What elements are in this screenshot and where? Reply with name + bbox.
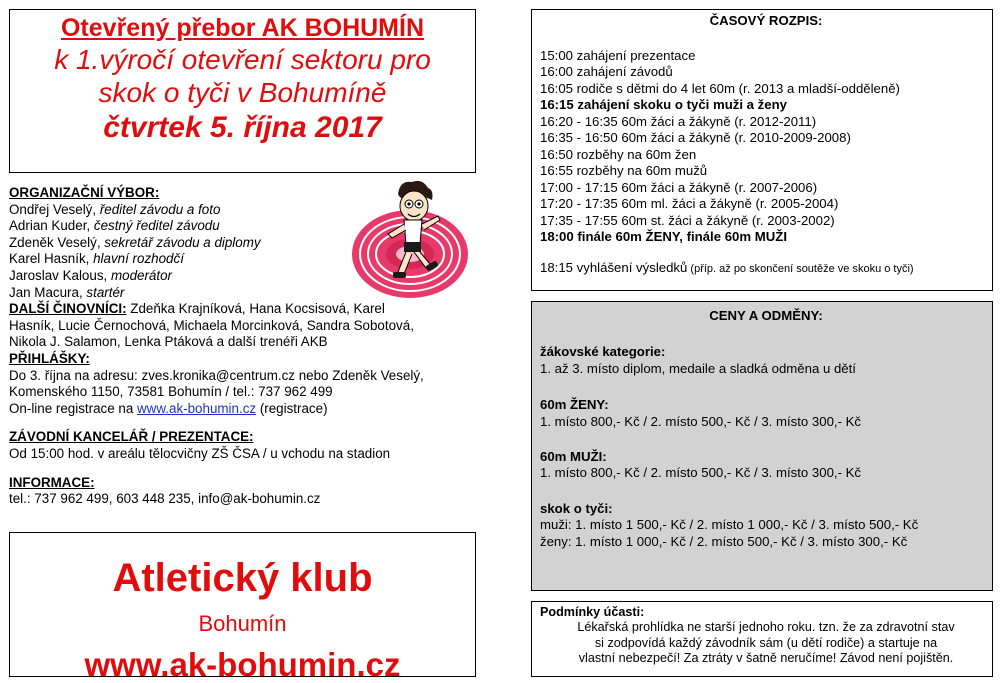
contact-text: tel.: 737 962 499, 603 448 235, info@ak-bohumin.cz [9,491,321,507]
organizer-row: Jaroslav Kalous, moderátor [9,267,172,283]
prize-text: 1. místo 800,- Kč / 2. místo 500,- Kč / 3. místo 300,- Kč [540,413,862,429]
registration-link[interactable]: www.ak-bohumin.cz [137,400,257,416]
schedule-item: 16:15 zahájení skoku o tyči muži a ženy [540,97,787,112]
schedule-item: 15:00 zahájení prezentace [540,47,696,63]
schedule-final-item: 18:15 vyhlášení výsledků (příp. až po skončení soutěže ve skoku o tyči) [540,259,914,275]
prize-category: skok o tyči: [540,500,613,516]
club-name: Atletický klub [112,556,373,600]
prize-category: žákovské kategorie: [540,344,666,360]
office-text: Od 15:00 hod. v areálu tělocvičny ZŠ ČSA / u vchodu na stadion [9,445,391,461]
schedule-item: 18:00 finále 60m ŽENY, finále 60m MUŽI [540,229,787,244]
registration-heading: PŘIHLÁŠKY: [9,350,90,366]
schedule-item: 17:35 - 17:55 60m st. žáci a žákyně (r. 2003-2002) [540,212,835,228]
registration-line: Komenského 1150, 73581 Bohumín / tel.: 737 962 499 [9,384,333,400]
conditions-box [531,601,993,677]
schedule-item: 16:55 rozběhy na 60m mužů [540,163,708,178]
club-city: Bohumín [198,611,287,636]
officials-heading: DALŠÍ ČINOVNÍCI: [9,301,127,317]
contact-heading: INFORMACE: [9,474,95,490]
prizes-heading: CENY A ODMĚNY: [709,308,823,323]
registration-line: On-line registrace na www.ak-bohumin.cz (registrace) [9,400,328,416]
schedule-item: 16:50 rozběhy na 60m žen [540,146,697,162]
club-box [9,532,476,683]
officials-line: Nikola J. Salamon, Lenka Ptáková a další trenéři AKB [9,334,328,350]
organizer-row: Jan Macura, startér [9,284,125,300]
info-section [9,185,479,508]
schedule-item: 16:00 zahájení závodů [540,64,673,79]
registration-line: Do 3. října na adresu: zves.kronika@centrum.cz nebo Zdeněk Veselý, [9,367,424,383]
schedule-item: 17:00 - 17:15 60m žáci a žákyně (r. 2007-2006) [540,179,818,195]
schedule-item: 16:35 - 16:50 60m žáci a žákyně (r. 2010-2009-2008) [540,130,851,145]
schedule-item: 16:20 - 16:35 60m žáci a žákyně (r. 2012-2011) [540,113,817,129]
prize-text: muži: 1. místo 1 500,- Kč / 2. místo 1 000,- Kč / 3. místo 500,- Kč [540,517,919,533]
schedule-box [531,9,993,291]
event-date: čtvrtek 5. října 2017 [103,111,382,144]
prize-text: ženy: 1. místo 1 000,- Kč / 2. místo 500,- Kč / 3. místo 300,- Kč [540,533,908,549]
conditions-heading: Podmínky účasti: [540,605,645,619]
club-web: www.ak-bohumin.cz [84,646,401,683]
schedule-heading: ČASOVÝ ROZPIS: [709,13,823,28]
organizers-heading: ORGANIZAČNÍ VÝBOR: [9,185,160,200]
conditions-text: si zodpovídá každý závodník sám (u dětí rodiče) a startuje na [594,635,938,650]
prizes-box [531,301,993,591]
schedule-item: 17:20 - 17:35 60m ml. žáci a žákyně (r. 2005-2004) [540,196,839,211]
prize-category: 60m MUŽI: [540,449,607,465]
officials-line: Hasník, Lucie Černochová, Michaela Morcinková, Sandra Sobotová, [9,317,414,333]
conditions-text: Lékařská prohlídka ne starší jednoho roku. tzn. že za zdravotní stav [577,620,955,635]
organizer-row: Adrian Kuder, čestný ředitel závodu [9,218,220,234]
organizer-row: Ondřej Veselý, ředitel závodu a foto [9,201,221,217]
schedule-item: 16:05 rodiče s dětmi do 4 let 60m (r. 2013 a mladší-odděleně) [540,80,900,96]
prize-text: 1. místo 800,- Kč / 2. místo 500,- Kč / 3. místo 300,- Kč [540,465,862,481]
office-heading: ZÁVODNÍ KANCELÁŘ / PREZENTACE: [9,429,254,445]
title-box [9,9,476,173]
prize-text: 1. až 3. místo diplom, medaile a sladká odměna u dětí [540,360,856,376]
organizer-row: Zdeněk Veselý, sekretář závodu a diplomy [9,234,261,250]
organizer-row: Karel Hasník, hlavní rozhodčí [9,251,184,267]
event-subtitle-line1: k 1.výročí otevření sektoru pro [54,44,431,75]
prize-category: 60m ŽENY: [540,397,609,413]
conditions-text: vlastní nebezpečí! Za ztráty v šatně neručíme! Závod není pojištěn. [578,651,954,666]
officials-line: DALŠÍ ČINOVNÍCI: Zdeňka Krajníková, Hana Kocsisová, Karel [9,301,385,317]
event-subtitle-line2: skok o tyči v Bohumíně [98,77,387,108]
event-title: Otevřený přebor AK BOHUMÍN [60,14,424,42]
